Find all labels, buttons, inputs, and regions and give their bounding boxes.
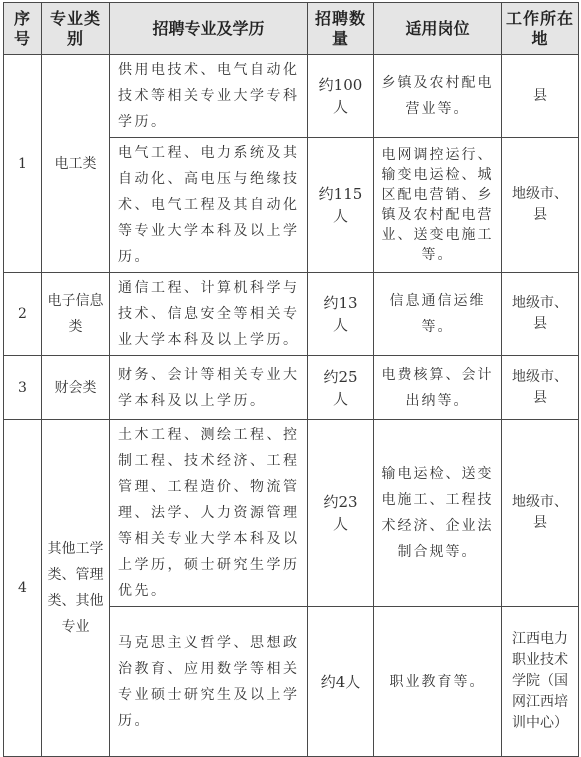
table-row xyxy=(4,273,579,356)
cell-location: 地级市、县 xyxy=(502,420,579,607)
cell-major-edu: 供用电技术、电气自动化技术等相关专业大学专科学历。 xyxy=(110,55,308,138)
header-location: 工作所在地 xyxy=(502,3,579,55)
cell-category: 其他工学类、管理类、其他专业 xyxy=(42,420,110,757)
cell-seq: 2 xyxy=(4,273,42,356)
cell-major-edu: 土木工程、测绘工程、控制工程、技术经济、工程管理、工程造价、物流管理、法学、人力资源管理等相关专业大学本科及以上学历，硕士研究生学历优先。 xyxy=(110,420,308,607)
header-row xyxy=(4,3,579,55)
cell-position: 职业教育等。 xyxy=(374,607,502,757)
cell-seq: 1 xyxy=(4,55,42,273)
table-row xyxy=(4,420,579,607)
cell-location: 县 xyxy=(502,55,579,138)
cell-count: 约4人 xyxy=(308,607,374,757)
cell-location: 地级市、县 xyxy=(502,356,579,420)
cell-count: 约100人 xyxy=(308,55,374,138)
table-row xyxy=(4,55,579,138)
cell-seq: 3 xyxy=(4,356,42,420)
cell-category: 电工类 xyxy=(42,55,110,273)
cell-location: 江西电力职业技术学院（国网江西培训中心） xyxy=(502,607,579,757)
cell-category: 电子信息类 xyxy=(42,273,110,356)
cell-count: 约115人 xyxy=(308,138,374,273)
header-position: 适用岗位 xyxy=(374,3,502,55)
cell-seq: 4 xyxy=(4,420,42,757)
cell-count: 约13人 xyxy=(308,273,374,356)
header-major-edu: 招聘专业及学历 xyxy=(110,3,308,55)
table-row xyxy=(4,356,579,420)
cell-major-edu: 电气工程、电力系统及其自动化、高电压与绝缘技术、电气工程及其自动化等专业大学本科及以上学历。 xyxy=(110,138,308,273)
cell-major-edu: 财务、会计等相关专业大学本科及以上学历。 xyxy=(110,356,308,420)
cell-position: 乡镇及农村配电营业等。 xyxy=(374,55,502,138)
cell-count: 约25人 xyxy=(308,356,374,420)
cell-count: 约23人 xyxy=(308,420,374,607)
cell-position: 信息通信运维等。 xyxy=(374,273,502,356)
cell-major-edu: 马克思主义哲学、思想政治教育、应用数学等相关专业硕士研究生及以上学历。 xyxy=(110,607,308,757)
header-count: 招聘数量 xyxy=(308,3,374,55)
cell-position: 输电运检、送变电施工、工程技术经济、企业法制合规等。 xyxy=(374,420,502,607)
cell-position: 电费核算、会计出纳等。 xyxy=(374,356,502,420)
cell-position: 电网调控运行、输变电运检、城区配电营销、乡镇及农村配电营业、送变电施工等。 xyxy=(374,138,502,273)
cell-location: 地级市、县 xyxy=(502,273,579,356)
cell-category: 财会类 xyxy=(42,356,110,420)
cell-major-edu: 通信工程、计算机科学与技术、信息安全等相关专业大学本科及以上学历。 xyxy=(110,273,308,356)
header-seq: 序号 xyxy=(4,3,42,55)
cell-location: 地级市、县 xyxy=(502,138,579,273)
recruitment-table xyxy=(3,2,579,757)
header-category: 专业类别 xyxy=(42,3,110,55)
